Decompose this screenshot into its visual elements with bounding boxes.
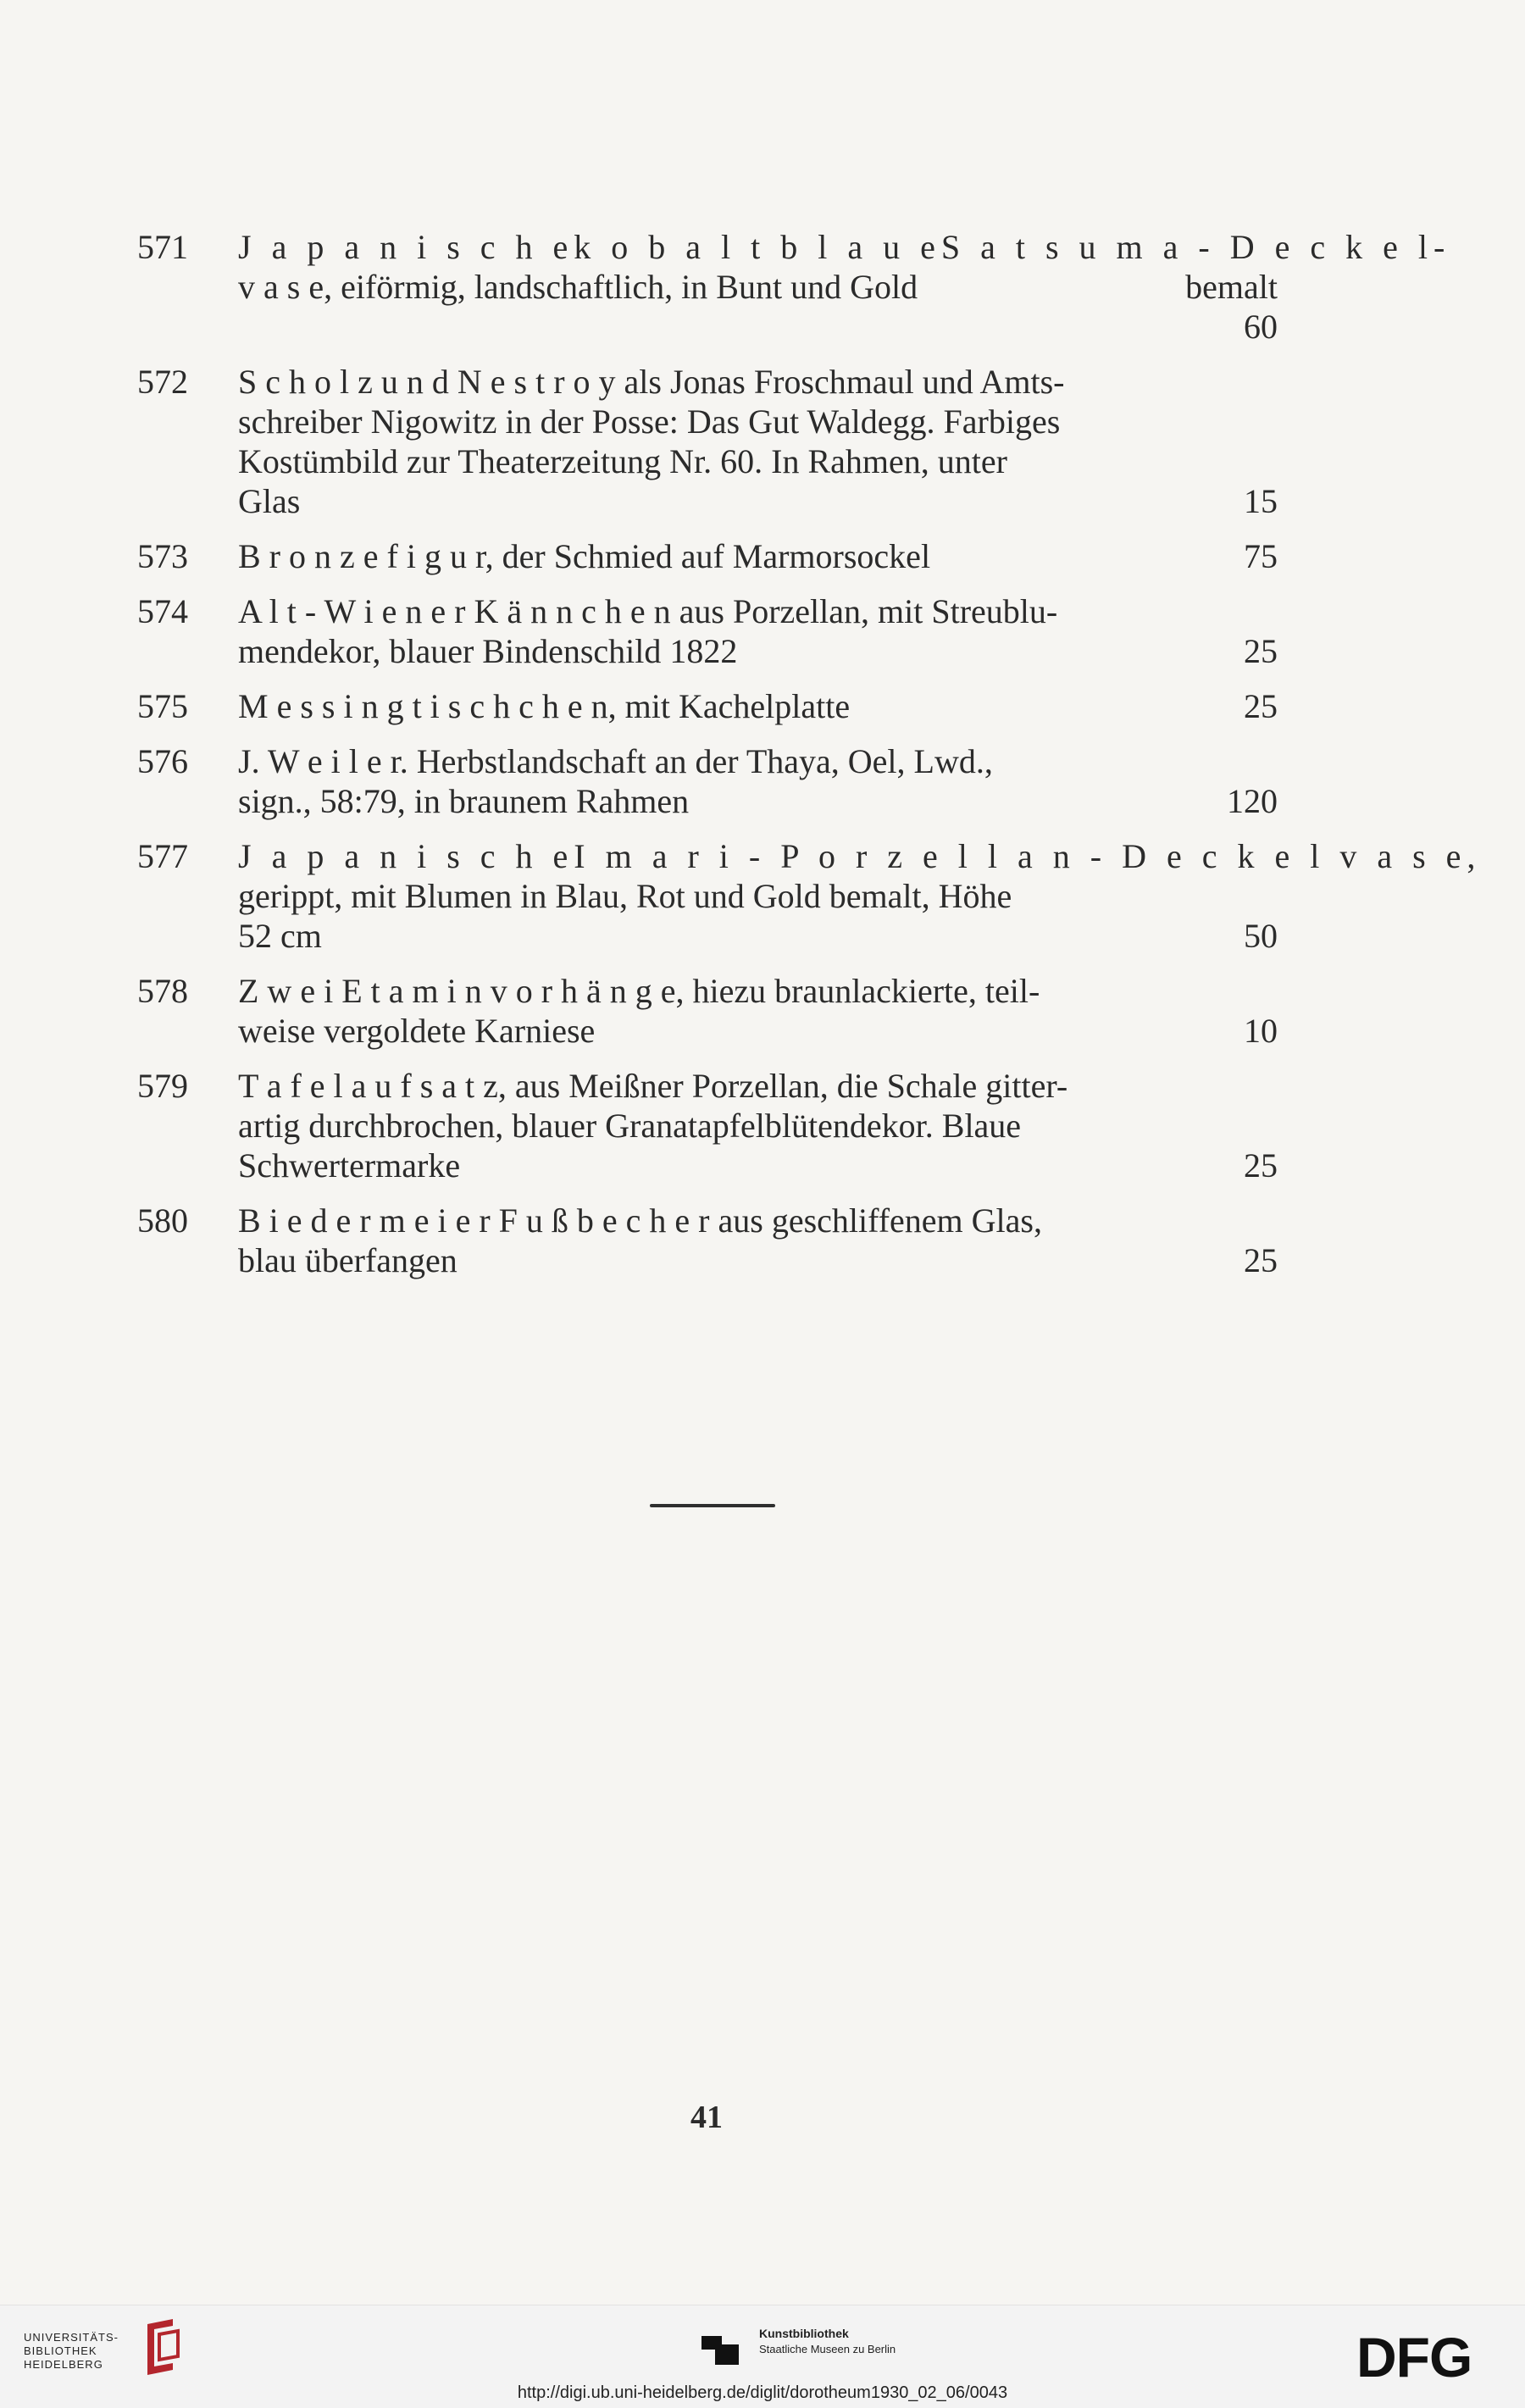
kunstbibliothek-logo-icon[interactable]: [698, 2324, 742, 2368]
entry-line: J a p a n i s c h e I m a r i - P o r z e l l a n - D e c k e l v a s e,: [238, 837, 1482, 875]
entry-line: Glas 15: [238, 482, 1278, 520]
entry-price: 60: [1244, 308, 1278, 346]
entry-price: 25: [1244, 632, 1278, 670]
lot-number: 575: [137, 687, 188, 725]
section-divider: [650, 1504, 775, 1507]
lot-number: 577: [137, 837, 188, 875]
lot-number: 580: [137, 1201, 188, 1240]
entry-price: 25: [1244, 1146, 1278, 1185]
entry-line: 52 cm 50: [238, 917, 1278, 955]
entry-line: B r o n z e f i g u r, der Schmied auf Marmorsockel 75: [238, 537, 1278, 575]
entry-line: Schwertermarke 25: [238, 1146, 1278, 1185]
entry-line: sign., 58:79, in braunem Rahmen 120: [238, 782, 1278, 820]
page-number: 41: [690, 2100, 723, 2135]
catalog-entry: [137, 1066, 1278, 1185]
entry-line: gerippt, mit Blumen in Blau, Rot und Gold bemalt, Höhe: [238, 877, 1012, 915]
entry-line: artig durchbrochen, blauer Granatapfelblütendekor. Blaue: [238, 1107, 1022, 1145]
university-library-label: UNIVERSITÄTS- BIBLIOTHEK HEIDELBERG: [24, 2331, 119, 2371]
lot-number: 578: [137, 972, 188, 1010]
catalog-entry: [137, 836, 1482, 956]
lot-number: 574: [137, 592, 188, 630]
entry-price: 15: [1244, 482, 1278, 520]
entry-price: 10: [1244, 1012, 1278, 1050]
entry-line: J. W e i l e r. Herbstlandschaft an der Thaya, Oel, Lwd.,: [238, 742, 993, 780]
entry-line: Kostümbild zur Theaterzeitung Nr. 60. In Rahmen, unter: [238, 442, 1007, 480]
catalog-entry: [137, 536, 1278, 576]
catalog-entry: [137, 1201, 1278, 1280]
entry-line: J a p a n i s c h e k o b a l t b l a u e S a t s u m a - D e c k e l-: [238, 228, 1451, 266]
entry-line: S c h o l z u n d N e s t r o y als Jonas Froschmaul und Amts-: [238, 363, 1065, 401]
digitization-footer: [0, 2305, 1525, 2408]
catalog-entry: [137, 227, 1451, 347]
entry-price: 25: [1244, 1241, 1278, 1279]
entry-line: schreiber Nigowitz in der Posse: Das Gut Waldegg. Farbiges: [238, 402, 1061, 441]
university-library-logo-icon[interactable]: [139, 2317, 183, 2377]
catalog-entry: [137, 971, 1278, 1051]
entry-price: 75: [1244, 537, 1278, 575]
entry-price: 50: [1244, 917, 1278, 955]
entry-line: mendekor, blauer Bindenschild 1822 25: [238, 632, 1278, 670]
entry-line: blau überfangen 25: [238, 1241, 1278, 1279]
lot-number: 571: [137, 228, 188, 266]
lot-number: 573: [137, 537, 188, 575]
dfg-logo[interactable]: DFG: [1356, 2326, 1472, 2389]
catalog-entries: [137, 227, 1482, 1296]
entry-line: T a f e l a u f s a t z, aus Meißner Porzellan, die Schale gitter-: [238, 1067, 1068, 1105]
entry-line: B i e d e r m e i e r F u ß b e c h e r aus geschliffenem Glas,: [238, 1201, 1042, 1240]
catalog-entry: [137, 686, 1278, 726]
catalog-entry: [137, 362, 1278, 521]
lot-number: 572: [137, 363, 188, 401]
entry-line: Z w e i E t a m i n v o r h ä n g e, hiezu braunlackierte, teil-: [238, 972, 1040, 1010]
entry-line: M e s s i n g t i s c h c h e n, mit Kachelplatte 25: [238, 687, 1278, 725]
entry-price: 25: [1244, 687, 1278, 725]
entry-line: weise vergoldete Karniese 10: [238, 1012, 1278, 1050]
catalog-entry: [137, 741, 1278, 821]
catalog-entry: [137, 591, 1278, 671]
lot-number: 579: [137, 1067, 188, 1105]
kunstbibliothek-label: Kunstbibliothek Staatliche Museen zu Berlin: [759, 2327, 896, 2355]
entry-line: v a s e, eiförmig, landschaftlich, in Bunt und Gold bemalt: [238, 268, 1278, 306]
entry-price: 120: [1227, 782, 1278, 820]
lot-number: 576: [137, 742, 188, 780]
entry-line: A l t - W i e n e r K ä n n c h e n aus Porzellan, mit Streublu-: [238, 592, 1058, 630]
permalink-url[interactable]: http://digi.ub.uni-heidelberg.de/diglit/dorotheum1930_02_06/0043: [517, 2383, 1008, 2402]
